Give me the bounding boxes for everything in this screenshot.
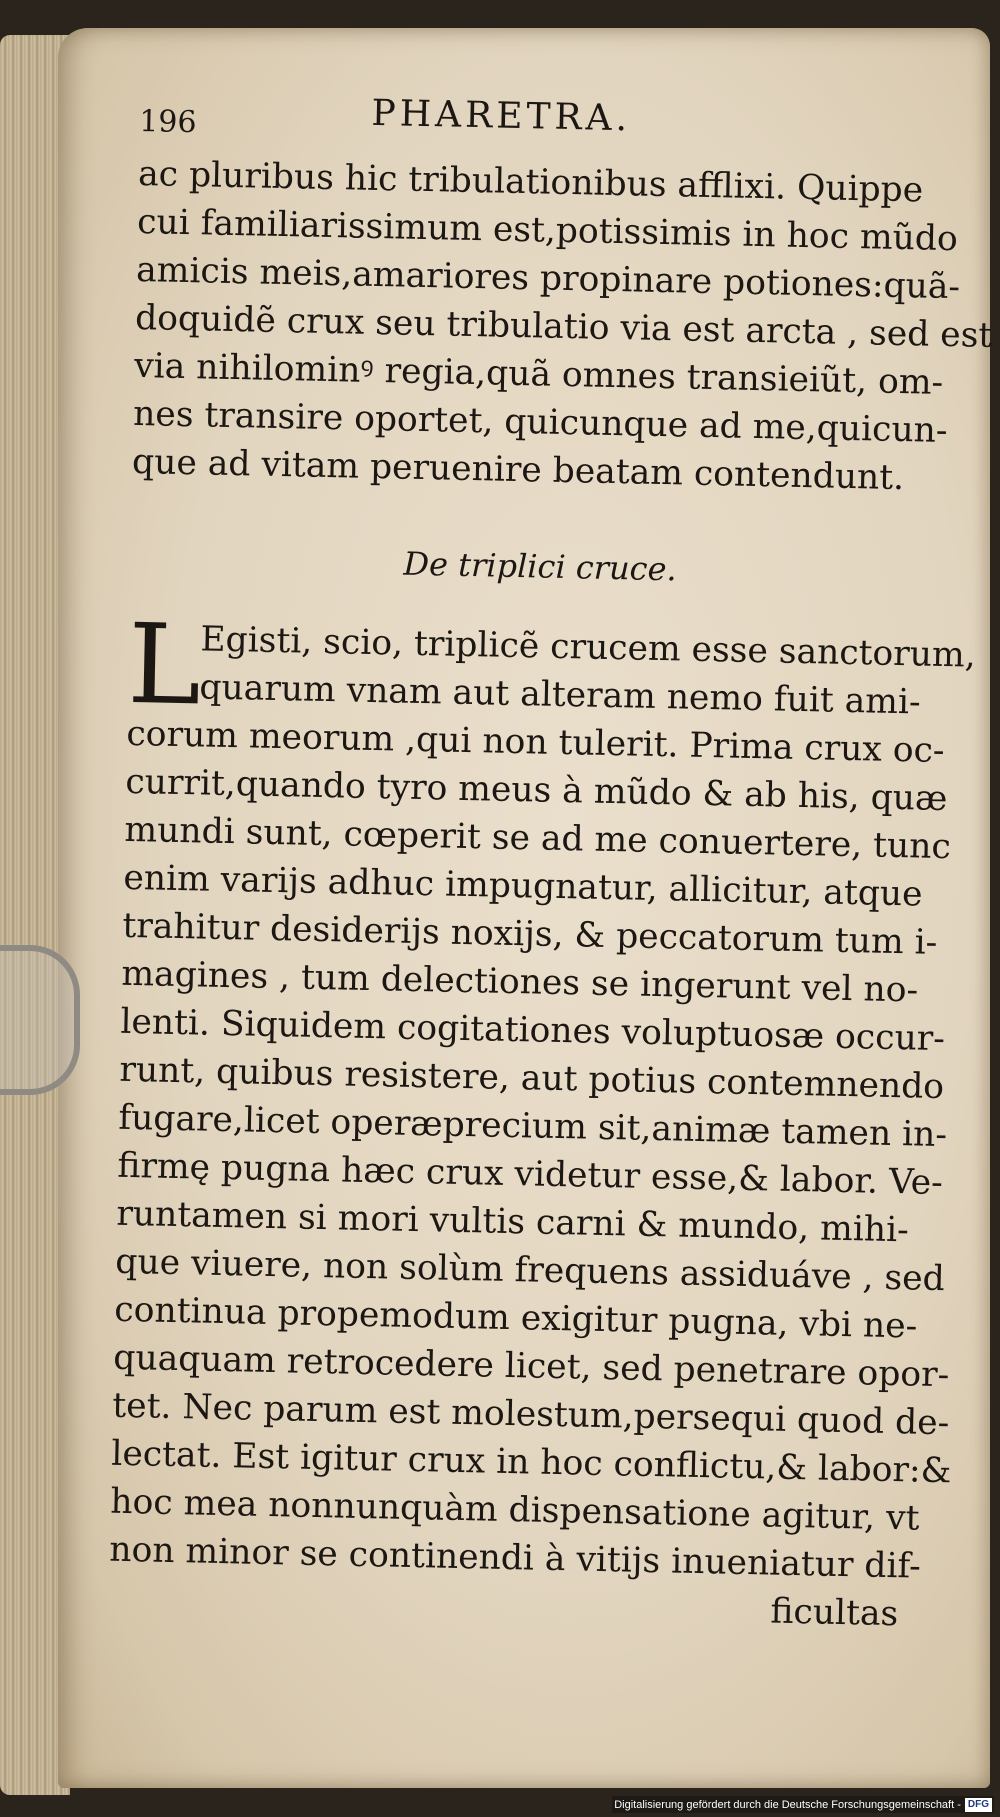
dfg-logo: DFG [965, 1798, 992, 1812]
paragraph-continued [131, 150, 993, 503]
text-line: que viuere, non solùm frequens assiduáve , sed [114, 1241, 946, 1300]
text-line: magines , tum delectiones se ingerunt vel no- [121, 953, 919, 1011]
text-line: nes transire oportet, quicunque ad me,quicun- [132, 393, 948, 451]
text-line: quarum vnam aut alteram nemo fuit ami- [199, 667, 922, 723]
digitization-credit [612, 1796, 994, 1813]
text-line: non minor se continendi à vitijs inueniatur dif- [108, 1529, 922, 1587]
text-line: runtamen si mori vultis carni & mundo, mihi- [115, 1193, 910, 1251]
catchword: ficultas [770, 1591, 899, 1635]
paper-clip [0, 945, 80, 1095]
text-line: continua propemodum exigitur pugna, vbi ne- [113, 1289, 918, 1347]
text-line: hoc mea nonnunquàm dispensatione agitur, vt [109, 1481, 920, 1539]
text-line: via nihilominꝰ regia,quã omnes transieiũt, om- [133, 345, 944, 403]
text-line: mundi sunt, cœperit se ad me conuertere, tunc [124, 809, 952, 868]
text-line: lenti. Siquidem cogitationes voluptuosæ occur- [120, 1001, 946, 1060]
drop-initial: L [126, 599, 203, 730]
paragraph-main [108, 599, 977, 1639]
text-line: ac pluribus hic tribulationibus afflixi. Quippe [137, 153, 924, 211]
text-line: amicis meis,amariores propinare potiones:quã- [135, 249, 961, 308]
text-line: Egisti, scio, triplicẽ crucem esse sanctorum, [200, 619, 977, 676]
text-line: firmę pugna hæc crux videtur esse,& labor. Ve- [117, 1145, 944, 1204]
page-number: 196 [138, 103, 197, 141]
page-text-block [108, 88, 993, 1639]
text-line: que ad vitam peruenire beatam contendunt. [131, 441, 905, 499]
text-line: lectat. Est igitur crux in hoc conflictu,& labor:& [110, 1433, 952, 1492]
section-heading: De triplici cruce. [403, 544, 678, 589]
text-line: runt, quibus resistere, aut potius contemnendo [119, 1049, 945, 1108]
text-line: quaquam retrocedere licet, sed penetrare opor- [112, 1337, 950, 1396]
text-line: corum meorum ,qui non tulerit. Prima crux oc- [126, 713, 945, 771]
text-line: currit,quando tyro meus à mũdo & ab his, quæ [125, 761, 948, 820]
text-line: cui familiarissimum est,potissimis in hoc mũdo [136, 201, 959, 260]
text-line: trahitur desiderijs noxijs, & peccatorum tum i- [122, 905, 938, 963]
running-title: PHARETRA. [371, 92, 632, 140]
text-line: fugare,licet operæprecium sit,animæ tamen in- [118, 1097, 948, 1156]
text-line: tet. Nec parum est molestum,persequi quod de- [111, 1385, 950, 1444]
digitization-note: Digitalisierung gefördert durch die Deutsche Forschungsgemeinschaft - [614, 1798, 961, 1811]
text-line: doquidẽ crux seu tribulatio via est arcta , sed est [134, 297, 993, 356]
text-line: enim varijs adhuc impugnatur, allicitur, atque [123, 857, 923, 915]
